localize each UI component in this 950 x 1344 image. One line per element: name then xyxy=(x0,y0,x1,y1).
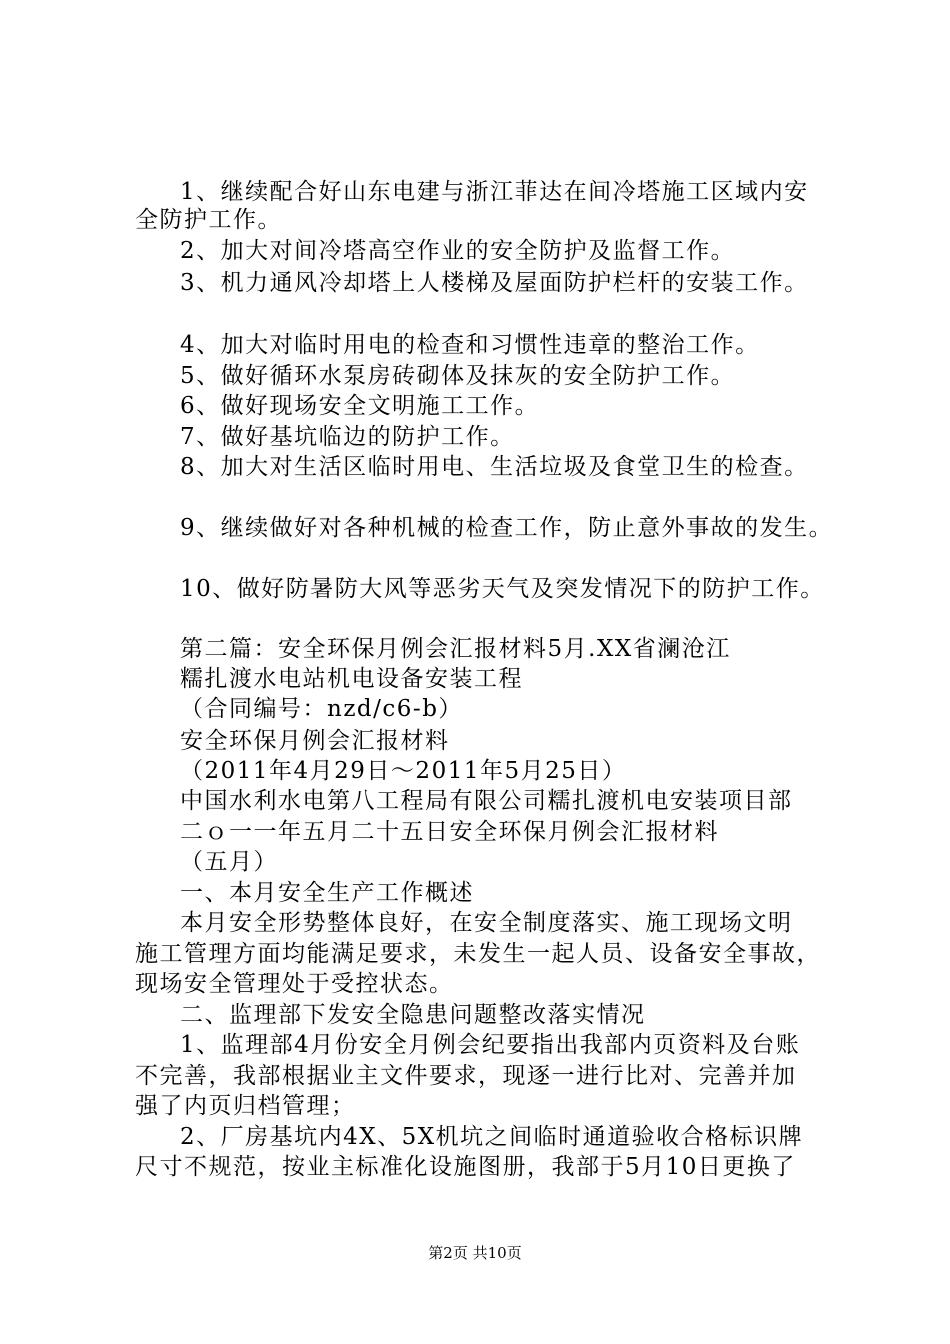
text-line: 8、加大对生活区临时用电、生活垃圾及食堂卫生的检查。 xyxy=(180,454,809,480)
text-line: 尺寸不规范，按业主标准化设施图册，我部于5月10日更换了 xyxy=(135,1154,796,1180)
text-line: 安全环保月例会汇报材料 xyxy=(180,728,450,754)
text-line: 全防护工作。 xyxy=(135,207,282,233)
text-line: 1、继续配合好山东电建与浙江菲达在间冷塔施工区域内安 xyxy=(180,179,809,205)
text-line: 2、厂房基坑内4X、5X机坑之间临时通道验收合格标识牌 xyxy=(180,1124,804,1150)
text-line: 6、做好现场安全文明施工工作。 xyxy=(180,393,540,419)
text-line: 二ｏ一一年五月二十五日安全环保月例会汇报材料 xyxy=(180,819,719,845)
text-line: 2、加大对间冷塔高空作业的安全防护及监督工作。 xyxy=(180,238,736,264)
text-line: （合同编号：nzd/c6-b） xyxy=(180,696,463,722)
text-line: 7、做好基坑临边的防护工作。 xyxy=(180,424,515,450)
text-line: 3、机力通风冷却塔上人楼梯及屋面防护栏杆的安装工作。 xyxy=(180,270,809,296)
section-heading: 一、本月安全生产工作概述 xyxy=(180,880,474,906)
text-line: 第二篇：安全环保月例会汇报材料5月.XX省澜沧江 xyxy=(180,636,731,662)
text-line: 强了内页归档管理； xyxy=(135,1093,356,1119)
text-line: （2011年4月29日～2011年5月25日） xyxy=(180,758,627,784)
page-number-footer: 第2页 共10页 xyxy=(428,1244,522,1262)
text-line: 4、加大对临时用电的检查和习惯性违章的整治工作。 xyxy=(180,332,760,358)
section-heading: 二、监理部下发安全隐患问题整改落实情况 xyxy=(180,1002,646,1028)
text-line: 中国水利水电第八工程局有限公司糯扎渡机电安装项目部 xyxy=(180,788,793,814)
text-line: 9、继续做好对各种机械的检查工作，防止意外事故的发生。 xyxy=(180,515,834,541)
text-line: 本月安全形势整体良好，在安全制度落实、施工现场文明 xyxy=(180,910,793,936)
text-line: 1、监理部4月份安全月例会纪要指出我部内页资料及台账 xyxy=(180,1032,801,1058)
text-line: 10、做好防暑防大风等恶劣天气及突发情况下的防护工作。 xyxy=(180,576,825,602)
text-line: 糯扎渡水电站机电设备安装工程 xyxy=(180,666,523,692)
text-line: 现场安全管理处于受控状态。 xyxy=(135,971,454,997)
text-line: 不完善，我部根据业主文件要求，现逐一进行比对、完善并加 xyxy=(135,1063,797,1089)
text-line: 5、做好循环水泵房砖砌体及抹灰的安全防护工作。 xyxy=(180,363,736,389)
text-line: （五月） xyxy=(180,849,278,875)
text-line: 施工管理方面均能满足要求，未发生一起人员、设备安全事故， xyxy=(135,941,821,967)
